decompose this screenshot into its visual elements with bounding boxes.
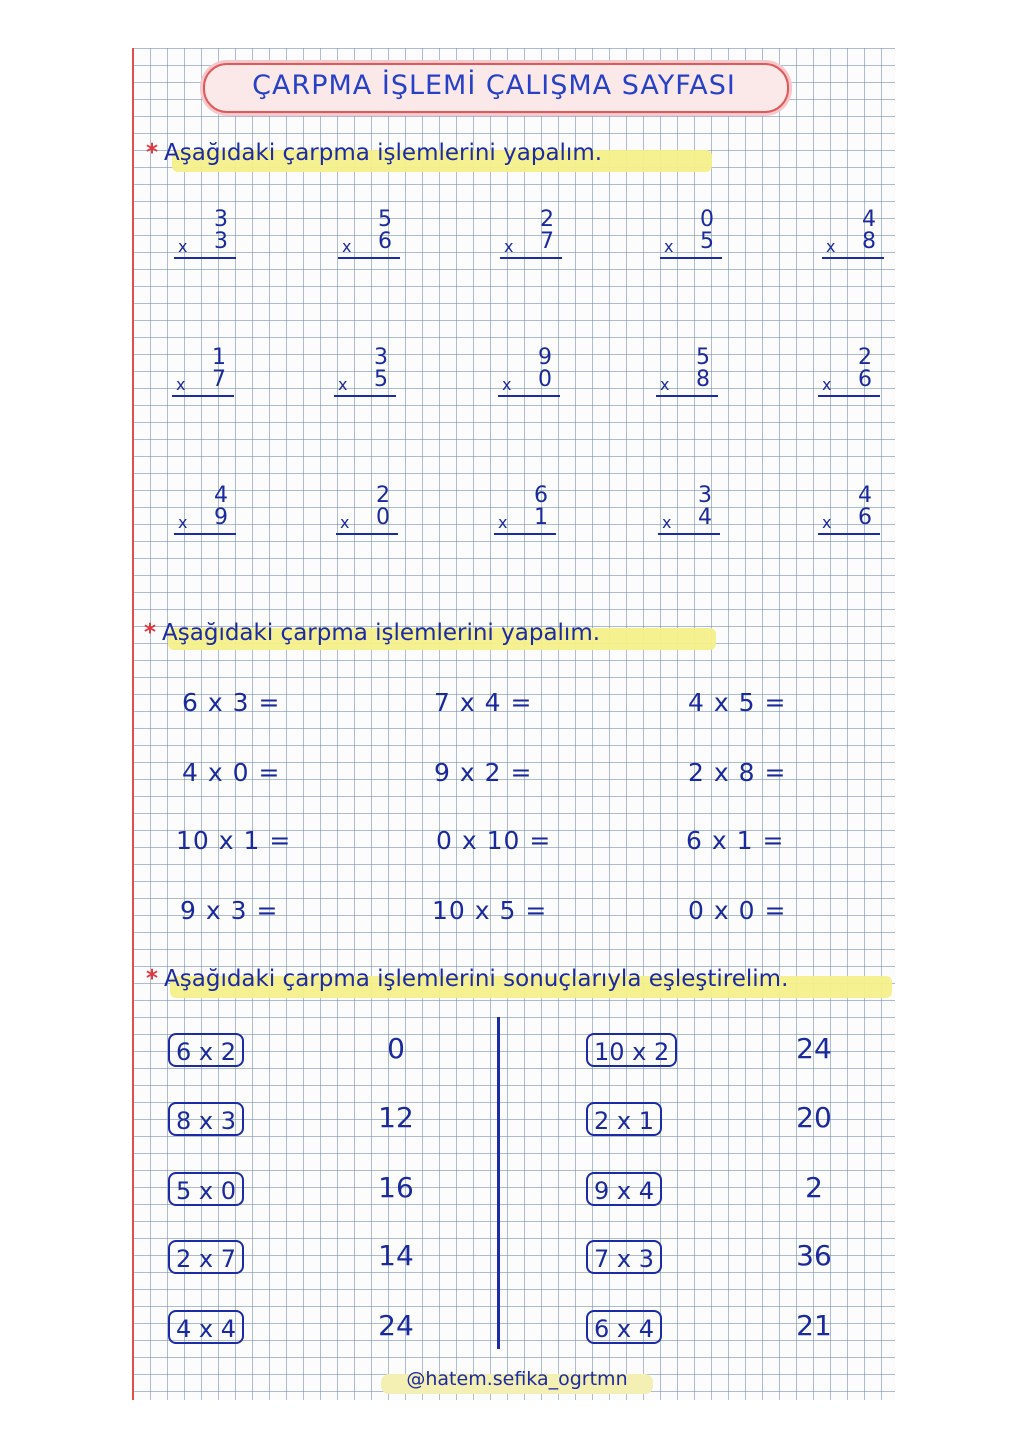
vertical-problem — [818, 346, 884, 406]
bottom-number: 7 — [540, 229, 554, 254]
author-handle: @hatem.sefika_ogrtmn — [406, 1368, 628, 1390]
top-number: 5 — [378, 207, 392, 232]
result-value: 20 — [796, 1101, 832, 1134]
answer-line — [336, 533, 398, 535]
vertical-problem — [656, 346, 722, 406]
margin-line — [132, 48, 134, 1400]
bottom-number: 1 — [534, 505, 548, 530]
expression-box: 7 x 3 — [586, 1240, 662, 1274]
equation: 7 x 4 = — [434, 688, 533, 717]
answer-line — [172, 395, 234, 397]
star-icon: * — [146, 966, 159, 992]
bottom-number: 6 — [378, 229, 392, 254]
top-number: 2 — [540, 207, 554, 232]
expression-box: 4 x 4 — [168, 1310, 244, 1344]
equation: 2 x 8 = — [688, 758, 787, 787]
vertical-problem — [660, 208, 726, 268]
expression-box: 9 x 4 — [586, 1172, 662, 1206]
top-number: 5 — [696, 345, 710, 370]
answer-line — [818, 395, 880, 397]
times-sign: x — [342, 237, 352, 256]
equation: 6 x 1 = — [686, 826, 785, 855]
vertical-problem — [336, 484, 402, 544]
bottom-number: 0 — [538, 367, 552, 392]
answer-line — [498, 395, 560, 397]
top-number: 6 — [534, 483, 548, 508]
equation: 6 x 3 = — [182, 688, 281, 717]
result-value: 21 — [796, 1309, 832, 1342]
top-number: 3 — [374, 345, 388, 370]
column-divider — [497, 1017, 500, 1349]
vertical-problem — [174, 208, 240, 268]
result-value: 0 — [387, 1032, 405, 1065]
result-value: 24 — [796, 1032, 832, 1065]
times-sign: x — [822, 513, 832, 532]
vertical-problem — [172, 346, 238, 406]
top-number: 0 — [700, 207, 714, 232]
vertical-problem — [338, 208, 404, 268]
expression-box: 2 x 1 — [586, 1102, 662, 1136]
top-number: 3 — [214, 207, 228, 232]
times-sign: x — [340, 513, 350, 532]
result-value: 12 — [378, 1101, 414, 1134]
bottom-number: 7 — [212, 367, 226, 392]
expression-box: 6 x 4 — [586, 1310, 662, 1344]
times-sign: x — [178, 513, 188, 532]
answer-line — [660, 257, 722, 259]
result-value: 24 — [378, 1309, 414, 1342]
answer-line — [174, 257, 236, 259]
vertical-problem — [334, 346, 400, 406]
top-number: 1 — [212, 345, 226, 370]
star-icon: * — [146, 140, 159, 166]
equation: 0 x 10 = — [436, 826, 552, 855]
vertical-problem — [174, 484, 240, 544]
times-sign: x — [822, 375, 832, 394]
section2-heading-text: Aşağıdaki çarpma işlemlerini yapalım. — [162, 620, 601, 646]
vertical-problem — [498, 346, 564, 406]
section1-heading — [146, 140, 602, 166]
answer-line — [494, 533, 556, 535]
top-number: 4 — [214, 483, 228, 508]
bottom-number: 4 — [698, 505, 712, 530]
result-value: 36 — [796, 1239, 832, 1272]
top-number: 2 — [376, 483, 390, 508]
bottom-number: 8 — [696, 367, 710, 392]
vertical-problem — [494, 484, 560, 544]
expression-box: 8 x 3 — [168, 1102, 244, 1136]
times-sign: x — [504, 237, 514, 256]
top-number: 4 — [858, 483, 872, 508]
section3-heading-text: Aşağıdaki çarpma işlemlerini sonuçlarıyla eşleştirelim. — [164, 966, 789, 992]
bottom-number: 8 — [862, 229, 876, 254]
top-number: 3 — [698, 483, 712, 508]
bottom-number: 0 — [376, 505, 390, 530]
expression-box: 2 x 7 — [168, 1240, 244, 1274]
bottom-number: 5 — [374, 367, 388, 392]
bottom-number: 6 — [858, 367, 872, 392]
times-sign: x — [502, 375, 512, 394]
times-sign: x — [664, 237, 674, 256]
bottom-number: 9 — [214, 505, 228, 530]
result-value: 2 — [805, 1171, 823, 1204]
equation: 9 x 3 = — [180, 896, 279, 925]
times-sign: x — [178, 237, 188, 256]
bottom-number: 6 — [858, 505, 872, 530]
result-value: 14 — [378, 1239, 414, 1272]
times-sign: x — [498, 513, 508, 532]
times-sign: x — [826, 237, 836, 256]
vertical-problem — [500, 208, 566, 268]
top-number: 9 — [538, 345, 552, 370]
answer-line — [174, 533, 236, 535]
top-number: 4 — [862, 207, 876, 232]
vertical-problem — [658, 484, 724, 544]
result-value: 16 — [378, 1171, 414, 1204]
top-number: 2 — [858, 345, 872, 370]
equation: 0 x 0 = — [688, 896, 787, 925]
equation: 9 x 2 = — [434, 758, 533, 787]
answer-line — [818, 533, 880, 535]
answer-line — [658, 533, 720, 535]
equation: 4 x 5 = — [688, 688, 787, 717]
equation: 4 x 0 = — [182, 758, 281, 787]
page-title: ÇARPMA İŞLEMİ ÇALIŞMA SAYFASI — [252, 70, 736, 101]
equation: 10 x 1 = — [176, 826, 292, 855]
answer-line — [334, 395, 396, 397]
vertical-problem — [818, 484, 884, 544]
times-sign: x — [338, 375, 348, 394]
vertical-problem — [822, 208, 888, 268]
bottom-number: 3 — [214, 229, 228, 254]
expression-box: 10 x 2 — [586, 1033, 677, 1067]
times-sign: x — [662, 513, 672, 532]
bottom-number: 5 — [700, 229, 714, 254]
star-icon: * — [144, 620, 157, 646]
section2-heading — [144, 620, 600, 646]
section3-heading — [146, 966, 788, 992]
times-sign: x — [176, 375, 186, 394]
section1-heading-text: Aşağıdaki çarpma işlemlerini yapalım. — [164, 140, 603, 166]
equation: 10 x 5 = — [432, 896, 548, 925]
expression-box: 6 x 2 — [168, 1033, 244, 1067]
answer-line — [656, 395, 718, 397]
expression-box: 5 x 0 — [168, 1172, 244, 1206]
times-sign: x — [660, 375, 670, 394]
answer-line — [500, 257, 562, 259]
answer-line — [338, 257, 400, 259]
answer-line — [822, 257, 884, 259]
